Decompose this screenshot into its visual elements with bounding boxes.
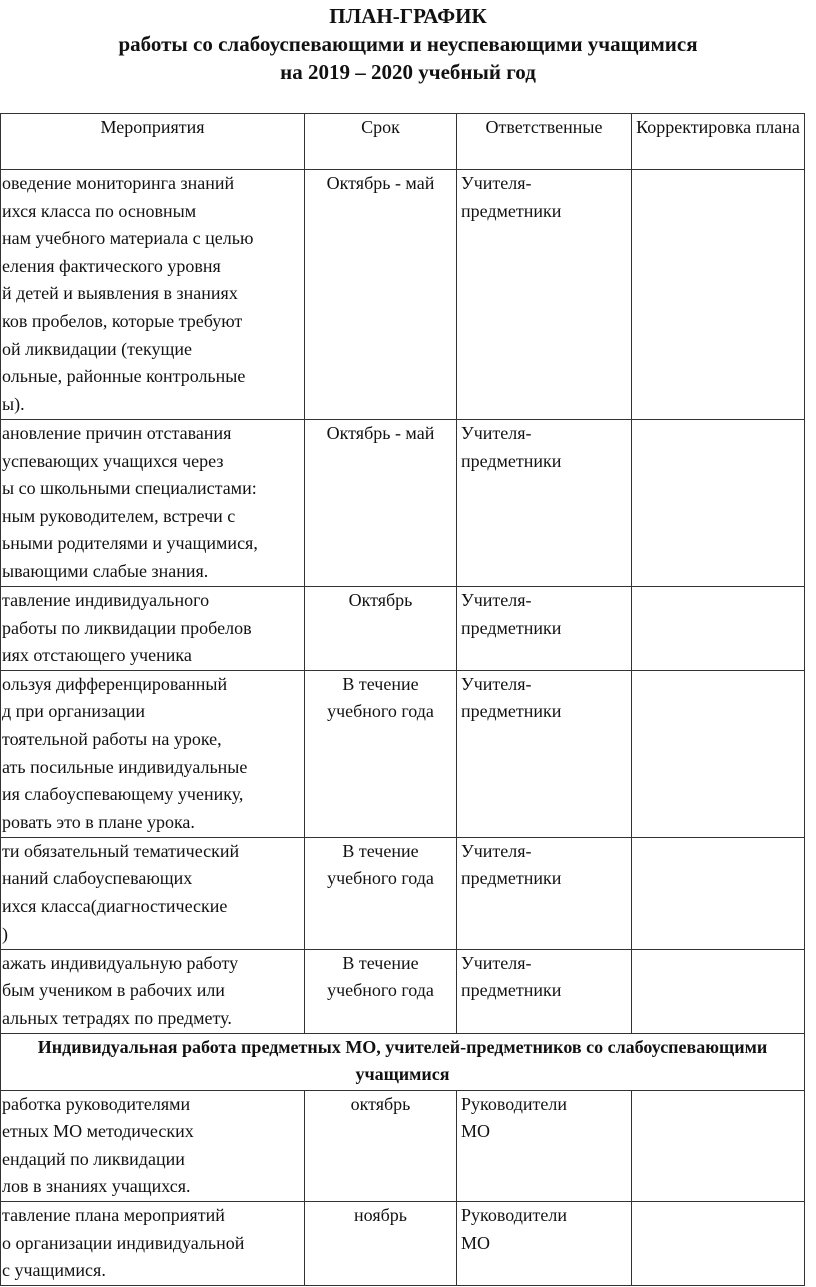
header-correction: Корректировка плана [632,114,805,170]
term-cell: Октябрь - май [305,420,457,587]
responsible-line: МО [461,1232,491,1253]
event-cell [1,170,305,420]
event-line: оведение мониторинга знаний [2,173,235,193]
term-cell: Октябрь [305,587,457,671]
event-line: тоятельной работы на уроке, [2,728,222,749]
event-line: с учащимися. [2,1260,106,1281]
event-line: тавление индивидуального [2,590,210,610]
responsible-line: Учителя- [461,590,532,610]
table-row [1,420,805,587]
responsible-line: предметники [461,617,562,638]
term-cell: Октябрь - май [305,170,457,420]
responsible-cell [457,1201,632,1285]
responsible-line: предметники [461,701,562,722]
title-line: работы со слабоуспевающими и неуспевающими учащимися [118,32,698,56]
correction-cell [632,837,805,949]
event-line: ков пробелов, которые требуют [2,310,243,331]
title-line: на 2019 – 2020 учебный год [280,60,536,84]
plan-table [0,113,805,1286]
correction-cell [632,670,805,837]
event-cell [1,420,305,587]
event-line: етных МО методических [2,1121,194,1142]
correction-cell [632,420,805,587]
responsible-line: Руководители [461,1204,567,1225]
responsible-cell [457,949,632,1033]
event-line: ендаций по ликвидации [2,1148,185,1169]
table-row [1,670,805,837]
responsible-line: Учителя- [461,673,532,694]
responsible-line: предметники [461,200,562,221]
event-line: ьными родителями и учащимися, [2,533,258,554]
event-line: бым учеником в рабочих или [2,980,225,1001]
table-row [1,587,805,671]
responsible-line: Руководители [461,1093,567,1114]
event-line: иях отстающего ученика [2,645,192,666]
event-line: ы со школьными специалистами: [2,478,257,499]
event-line: нам учебного материала с целью [2,228,254,249]
event-line: работы по ликвидации пробелов [2,617,252,638]
event-line: ольные, районные контрольные [2,366,246,387]
responsible-cell [457,1090,632,1201]
responsible-cell [457,170,632,420]
event-cell [1,1201,305,1285]
event-line: альных тетрадях по предмету. [2,1007,232,1028]
responsible-cell [457,587,632,671]
correction-cell [632,1090,805,1201]
event-line: д при организации [2,701,146,722]
term-cell: В течение учебного года [305,670,457,837]
event-line: ывающими слабые знания. [2,560,209,581]
correction-cell [632,1201,805,1285]
responsible-line: предметники [461,980,562,1001]
event-line: наний слабоуспевающих [2,868,193,889]
table-row [1,1201,805,1285]
responsible-cell [457,670,632,837]
correction-cell [632,170,805,420]
event-line: работка руководителями [2,1093,191,1114]
event-cell [1,837,305,949]
header-term: Срок [305,114,457,170]
event-line: тавление плана мероприятий [2,1204,225,1225]
section-row [1,1033,805,1090]
event-line: й детей и выявления в знаниях [2,283,238,304]
event-line: успевающих учащихся через [2,450,224,471]
responsible-line: Учителя- [461,423,532,443]
event-line: ой ликвидации (текущие [2,338,192,359]
event-line: о организации индивидуальной [2,1232,245,1253]
term-cell: В течение учебного года [305,837,457,949]
event-line: ия слабоуспевающему ученику, [2,784,244,805]
document-title [0,2,816,86]
event-cell [1,949,305,1033]
event-line: ихся класса по основным [2,200,197,221]
responsible-line: Учителя- [461,840,532,861]
section-heading: Индивидуальная работа предметных МО, учителей-предметников со слабоуспевающими учащимися [1,1033,805,1090]
table-row [1,1090,805,1201]
correction-cell [632,949,805,1033]
responsible-line: предметники [461,868,562,889]
event-line: ользуя дифференцированный [2,673,228,694]
responsible-line: МО [461,1121,491,1142]
event-line: ы). [2,393,25,414]
responsible-cell [457,420,632,587]
title-line: ПЛАН-ГРАФИК [329,4,487,28]
correction-cell [632,587,805,671]
responsible-line: предметники [461,450,562,471]
event-line: еления фактического уровня [2,255,221,276]
event-cell [1,587,305,671]
event-line: ихся класса(диагностические [2,895,228,916]
table-row [1,837,805,949]
header-events: Мероприятия [1,114,305,170]
event-line: ным руководителем, встречи с [2,505,236,526]
header-responsible: Ответственные [457,114,632,170]
responsible-line: Учителя- [461,952,532,973]
responsible-cell [457,837,632,949]
event-line: ать посильные индивидуальные [2,756,248,777]
event-line: ти обязательный тематический [2,840,240,861]
term-cell: ноябрь [305,1201,457,1285]
event-cell [1,670,305,837]
responsible-line: Учителя- [461,173,532,193]
event-line: ановление причин отставания [2,423,232,443]
term-cell: В течение учебного года [305,949,457,1033]
event-cell [1,1090,305,1201]
event-line: ) [2,923,8,944]
table-row [1,170,805,420]
table-row [1,949,805,1033]
term-cell: октябрь [305,1090,457,1201]
event-line: лов в знаниях учащихся. [2,1176,191,1197]
event-line: ровать это в плане урока. [2,811,195,832]
event-line: ажать индивидуальную работу [2,952,239,973]
header-row [1,114,805,170]
